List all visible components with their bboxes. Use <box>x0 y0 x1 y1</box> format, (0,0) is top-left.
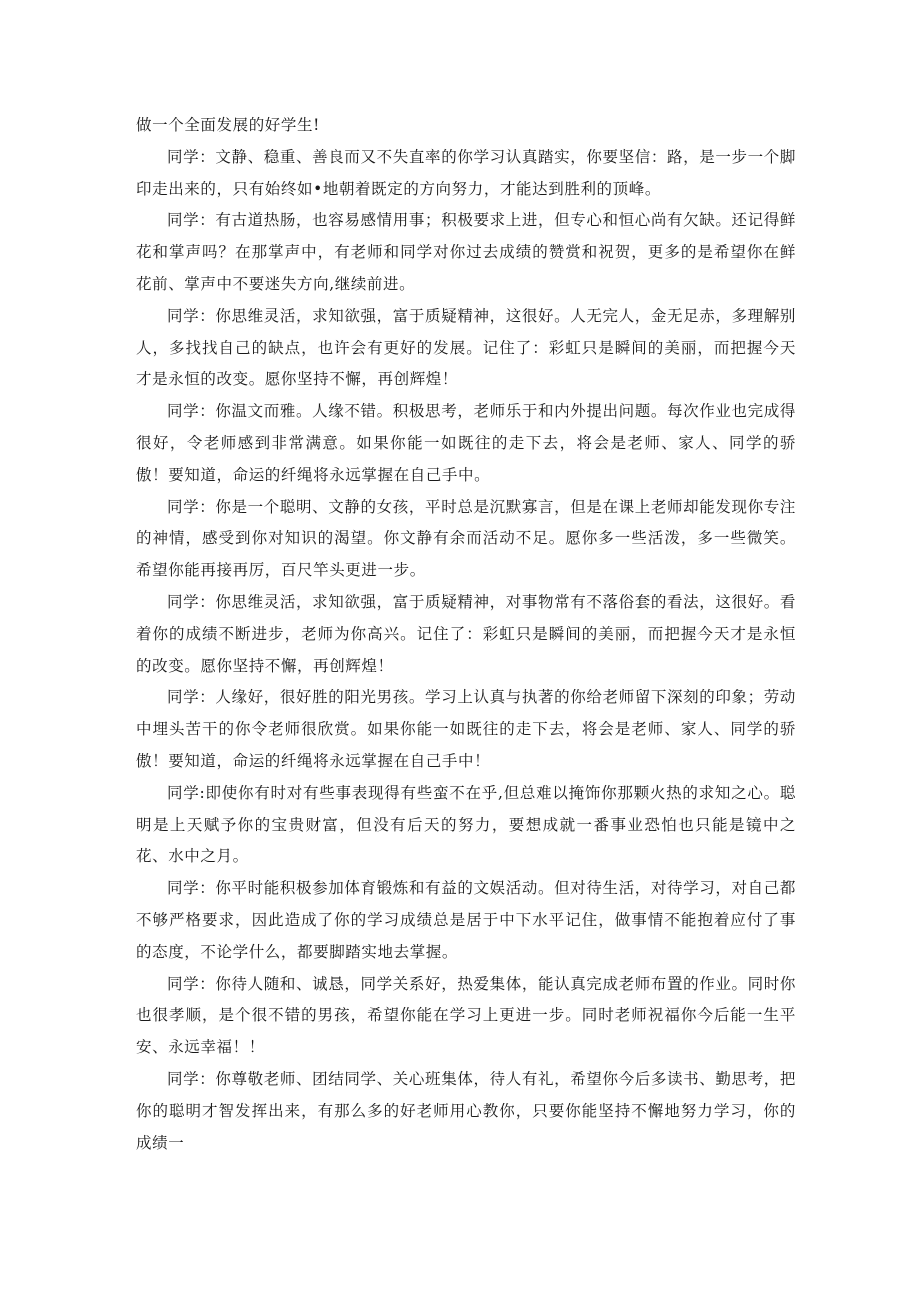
comment-paragraph: 同学：你温文而雅。人缘不错。积极思考，老师乐于和内外提出问题。每次作业也完成得很好，令老师感到非常满意。如果你能一如既往的走下去，将会是老师、家人、同学的骄傲！要知道，命运的纤绳将永远掌握在自己手中。 <box>136 402 796 484</box>
comment-paragraph: 同学：人缘好，很好胜的阳光男孩。学习上认真与执著的你给老师留下深刻的印象；劳动中埋头苦干的你令老师很欣赏。如果你能一如既往的走下去，将会是老师、家人、同学的骄傲！要知道，命运的纤绳将永远掌握在自己手中！ <box>136 688 796 770</box>
paragraph-intro: 做一个全面发展的好学生! <box>136 116 320 134</box>
comment-paragraph: 同学:即使你有时对有些事表现得有些蛮不在乎,但总难以掩饰你那颗火热的求知之心。聪明是上天赋予你的宝贵财富，但没有后天的努力，要想成就一番事业恐怕也只能是镜中之花、水中之月。 <box>136 783 796 866</box>
comment-paragraph: 同学：文静、稳重、善良而又不失直率的你学习认真踏实，你要坚信：路，是一步一个脚印走出来的，只有始终如•地朝着既定的方向努力，才能达到胜利的顶峰。 <box>136 147 796 198</box>
comment-paragraph: 同学：你待人随和、诚恳，同学关系好，热爱集体，能认真完成老师布置的作业。同时你也很孝顺，是个很不错的男孩，希望你能在学习上更进一步。同时老师祝福你今后能一生平安、永远幸福！！ <box>136 974 796 1057</box>
comment-paragraph: 同学：你尊敬老师、团结同学、关心班集体，待人有礼，希望你今后多读书、勤思考，把你的聪明才智发挥出来，有那么多的好老师用心教你，只要你能坚持不懈地努力学习，你的成绩一 <box>136 1069 796 1152</box>
comment-paragraph: 同学：你思维灵活，求知欲强，富于质疑精神，这很好。人无完人，金无足赤，多理解别人，多找找自己的缺点，也许会有更好的发展。记住了：彩虹只是瞬间的美丽，而把握今天才是永恒的改变。愿你坚持不懈，再创辉煌！ <box>136 306 796 389</box>
comment-paragraph: 同学：你思维灵活，求知欲强，富于质疑精神，对事物常有不落俗套的看法，这很好。看着你的成绩不断进步，老师为你高兴。记住了：彩虹只是瞬间的美丽，而把握今天才是永恒的改变。愿你坚持不懈，再创辉煌！ <box>136 592 796 675</box>
comment-paragraph: 同学：有古道热肠，也容易感情用事；积极要求上进，但专心和恒心尚有欠缺。还记得鲜花和掌声吗？在那掌声中，有老师和同学对你过去成绩的赞赏和祝贺，更多的是希望你在鲜花前、掌声中不要迷失方向,继续前进。 <box>136 211 796 293</box>
document-body <box>136 110 796 1159</box>
comment-paragraph: 同学：你是一个聪明、文静的女孩，平时总是沉默寡言，但是在课上老师却能发现你专注的神情，感受到你对知识的渴望。你文静有余而活动不足。愿你多一些活泼，多一些微笑。希望你能再接再厉，百尺竿头更进一步。 <box>136 497 796 580</box>
comment-paragraph: 同学：你平时能积极参加体育锻炼和有益的文娱活动。但对待生活，对待学习，对自己都不够严格要求，因此造成了你的学习成绩总是居于中下水平记住，做事情不能抱着应付了事的态度，不论学什么，都要脚踏实地去掌握。 <box>136 879 796 961</box>
